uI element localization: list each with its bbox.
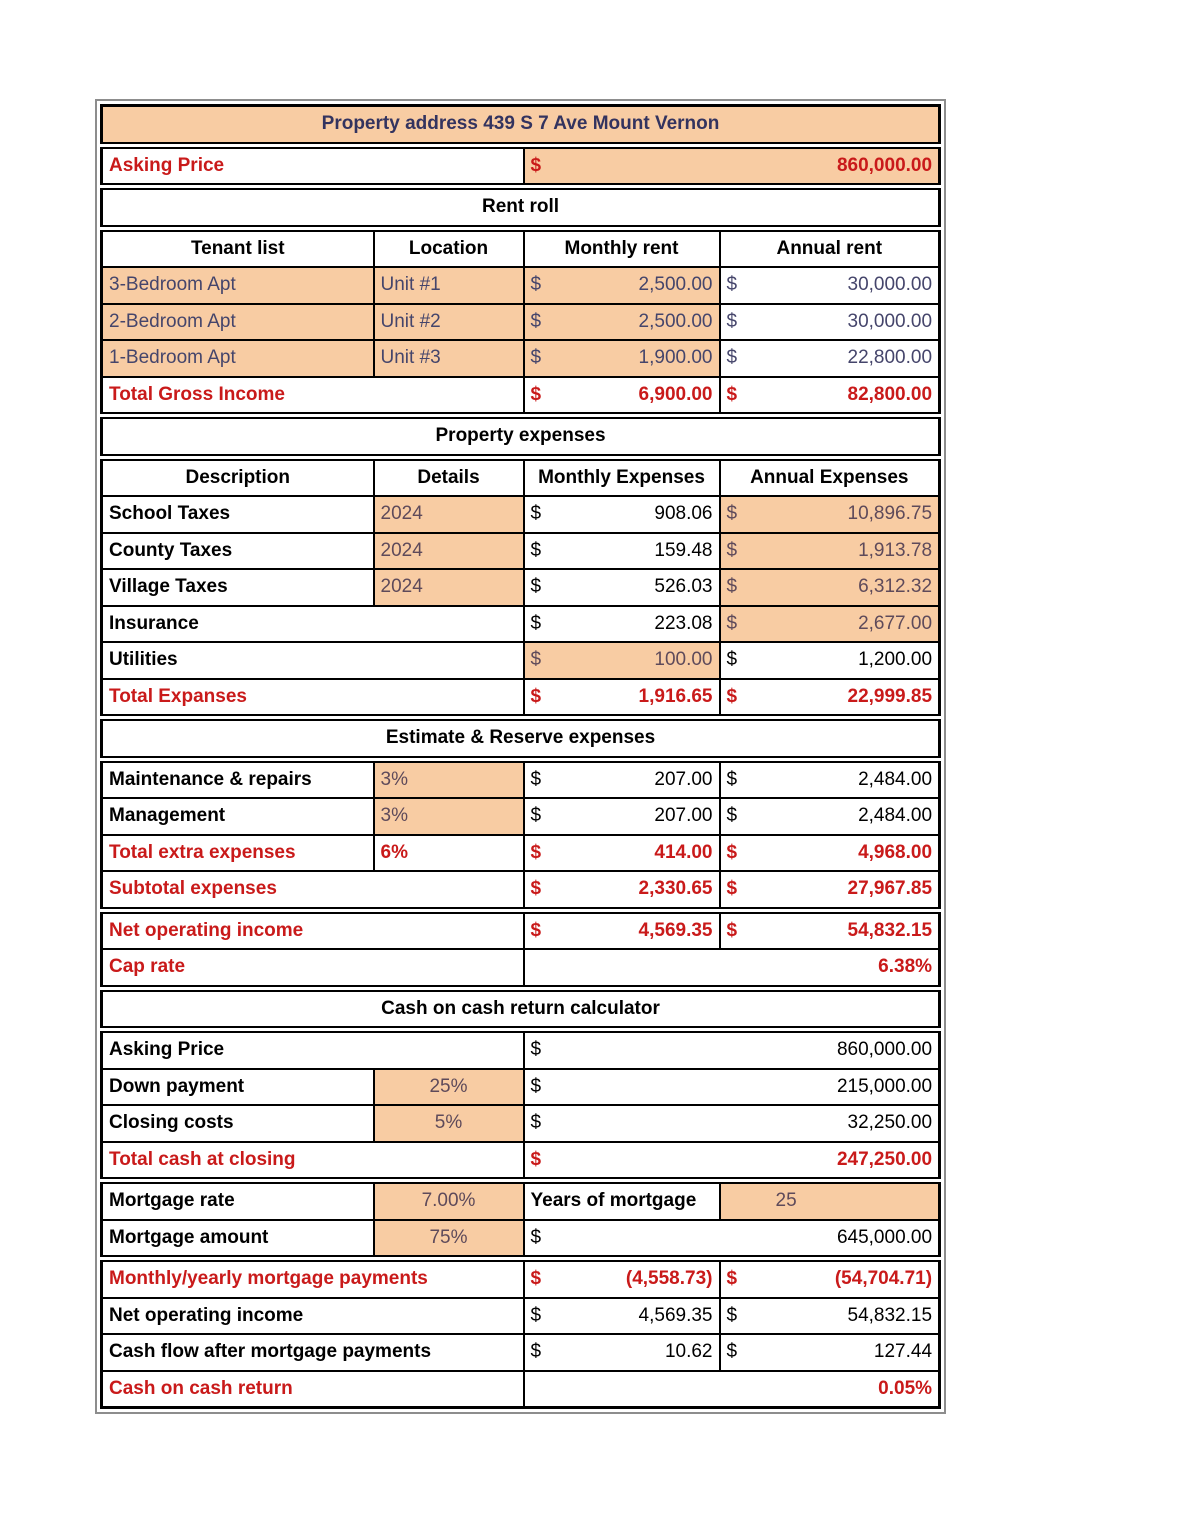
mortgage-payments-annual-cell <box>720 1259 940 1298</box>
reserve-monthly-cell <box>524 759 720 798</box>
reserve-annual-value: 2,484.00 <box>858 768 933 790</box>
cash-flow-monthly-cell <box>524 1334 720 1371</box>
annual-rent-value: 22,800.00 <box>847 347 933 369</box>
currency-symbol: $ <box>530 539 542 561</box>
title-row <box>102 106 940 146</box>
monthly-rent-cell <box>524 340 720 377</box>
subtotal-monthly-value: 2,330.65 <box>638 878 713 900</box>
unit-location: Unit #1 <box>374 267 524 304</box>
expense-details: 2024 <box>374 496 524 533</box>
monthly-expense-cell <box>524 496 720 533</box>
cash-on-cash-return-row <box>102 1371 940 1408</box>
cap-rate-row <box>102 949 940 988</box>
total-extra-annual-value: 4,968.00 <box>858 841 933 863</box>
cc-asking-price-row <box>102 1030 940 1069</box>
monthly-expense-cell <box>524 606 720 643</box>
annual-expense-value: 2,677.00 <box>858 612 933 634</box>
monthly-expense-cell <box>524 642 720 679</box>
rent-roll-section-title: Rent roll <box>102 187 940 229</box>
reserve-percent: 3% <box>374 798 524 835</box>
expense-details: 2024 <box>374 533 524 570</box>
cash-on-cash-return-value: 0.05% <box>524 1371 940 1408</box>
currency-symbol: $ <box>726 685 738 707</box>
unit-location: Unit #2 <box>374 304 524 341</box>
total-cash-closing-row <box>102 1142 940 1181</box>
noi-monthly-cell <box>524 910 720 949</box>
currency-symbol: $ <box>726 841 738 863</box>
tenant-name: 1-Bedroom Apt <box>102 340 374 377</box>
monthly-expense-cell <box>524 569 720 606</box>
expense-description: Insurance <box>102 606 524 643</box>
annual-expense-value: 1,200.00 <box>858 649 933 671</box>
currency-symbol: $ <box>530 1304 542 1326</box>
total-gross-income-label: Total Gross Income <box>102 377 524 416</box>
cash-flow-monthly-value: 10.62 <box>664 1341 713 1363</box>
monthly-expense-value: 159.48 <box>654 539 713 561</box>
monthly-expense-value: 908.06 <box>654 503 713 525</box>
tenant-name: 2-Bedroom Apt <box>102 304 374 341</box>
annual-expense-value: 10,896.75 <box>847 503 933 525</box>
mortgage-amount-label: Mortgage amount <box>102 1220 374 1259</box>
total-expenses-row <box>102 679 940 718</box>
monthly-expense-value: 100.00 <box>654 649 713 671</box>
mortgage-amount-value: 645,000.00 <box>836 1226 933 1248</box>
annual-rent-value: 30,000.00 <box>847 274 933 296</box>
rent-roll-section-header <box>102 187 940 229</box>
total-gross-monthly-cell <box>524 377 720 416</box>
currency-symbol: $ <box>726 878 738 900</box>
currency-symbol: $ <box>726 576 738 598</box>
expense-row <box>102 496 940 533</box>
asking-price-value: 860,000.00 <box>836 154 933 176</box>
cc-asking-price-cell <box>524 1030 940 1069</box>
total-extra-percent: 6% <box>374 835 524 872</box>
expense-description: County Taxes <box>102 533 374 570</box>
noi-annual-cell <box>720 910 940 949</box>
currency-symbol: $ <box>726 1268 738 1290</box>
subtotal-label: Subtotal expenses <box>102 871 524 910</box>
expense-row <box>102 642 940 679</box>
currency-symbol: $ <box>726 919 738 941</box>
currency-symbol: $ <box>530 1268 542 1290</box>
currency-symbol: $ <box>530 1226 542 1248</box>
currency-symbol: $ <box>726 347 738 369</box>
currency-symbol: $ <box>726 768 738 790</box>
cc-asking-price-label: Asking Price <box>102 1030 524 1069</box>
mortgage-payments-monthly-value: (4,558.73) <box>625 1268 713 1290</box>
cc-asking-price-value: 860,000.00 <box>836 1039 933 1061</box>
mortgage-payments-row <box>102 1259 940 1298</box>
currency-symbol: $ <box>530 383 542 405</box>
subtotal-annual-value: 27,967.85 <box>847 878 933 900</box>
col-header-annual-rent: Annual rent <box>720 228 940 267</box>
reserve-row <box>102 798 940 835</box>
total-expenses-label: Total Expanses <box>102 679 524 718</box>
total-extra-monthly-value: 414.00 <box>654 841 713 863</box>
cc-noi-annual-value: 54,832.15 <box>847 1304 933 1326</box>
down-payment-value: 215,000.00 <box>836 1075 933 1097</box>
cap-rate-label: Cap rate <box>102 949 524 988</box>
years-of-mortgage-value: 25 <box>720 1181 940 1220</box>
subtotal-annual-cell <box>720 871 940 910</box>
monthly-expense-value: 223.08 <box>654 612 713 634</box>
total-cash-closing-value: 247,250.00 <box>836 1148 933 1170</box>
currency-symbol: $ <box>726 503 738 525</box>
total-extra-label: Total extra expenses <box>102 835 374 872</box>
down-payment-percent: 25% <box>374 1069 524 1106</box>
currency-symbol: $ <box>726 539 738 561</box>
currency-symbol: $ <box>530 649 542 671</box>
cash-flow-row <box>102 1334 940 1371</box>
currency-symbol: $ <box>530 274 542 296</box>
reserve-monthly-value: 207.00 <box>654 805 713 827</box>
total-cash-closing-label: Total cash at closing <box>102 1142 524 1181</box>
monthly-rent-cell <box>524 267 720 304</box>
total-expenses-annual-cell <box>720 679 940 718</box>
cash-flow-annual-value: 127.44 <box>873 1341 933 1363</box>
col-header-tenant-list: Tenant list <box>102 228 374 267</box>
mortgage-rate-row <box>102 1181 940 1220</box>
tenant-row <box>102 267 940 304</box>
mortgage-payments-annual-value: (54,704.71) <box>834 1268 933 1290</box>
expense-row <box>102 606 940 643</box>
currency-symbol: $ <box>530 1075 542 1097</box>
currency-symbol: $ <box>726 805 738 827</box>
expense-row <box>102 533 940 570</box>
total-extra-expenses-row <box>102 835 940 872</box>
estimate-reserve-section-title: Estimate & Reserve expenses <box>102 718 940 760</box>
reserve-annual-cell <box>720 798 940 835</box>
cap-rate-value: 6.38% <box>524 949 940 988</box>
closing-costs-label: Closing costs <box>102 1105 374 1142</box>
currency-symbol: $ <box>530 805 542 827</box>
closing-costs-value: 32,250.00 <box>847 1112 933 1134</box>
total-gross-monthly-value: 6,900.00 <box>638 383 713 405</box>
noi-monthly-value: 4,569.35 <box>638 919 713 941</box>
expense-description: School Taxes <box>102 496 374 533</box>
cc-noi-row <box>102 1298 940 1335</box>
down-payment-row <box>102 1069 940 1106</box>
asking-price-value-cell <box>524 145 940 187</box>
currency-symbol: $ <box>530 878 542 900</box>
currency-symbol: $ <box>530 768 542 790</box>
total-gross-annual-cell <box>720 377 940 416</box>
col-header-monthly-expenses: Monthly Expenses <box>524 457 720 496</box>
mortgage-amount-cell <box>524 1220 940 1259</box>
expense-details: 2024 <box>374 569 524 606</box>
currency-symbol: $ <box>530 347 542 369</box>
currency-symbol: $ <box>530 503 542 525</box>
cash-on-cash-return-label: Cash on cash return <box>102 1371 524 1408</box>
expense-row <box>102 569 940 606</box>
currency-symbol: $ <box>530 1039 542 1061</box>
annual-expense-cell <box>720 606 940 643</box>
mortgage-payments-label: Monthly/yearly mortgage payments <box>102 1259 524 1298</box>
property-expenses-section-header <box>102 416 940 458</box>
reserve-label: Management <box>102 798 374 835</box>
total-gross-annual-value: 82,800.00 <box>847 383 933 405</box>
cc-noi-label: Net operating income <box>102 1298 524 1335</box>
annual-expense-cell <box>720 642 940 679</box>
currency-symbol: $ <box>530 612 542 634</box>
col-header-details: Details <box>374 457 524 496</box>
cash-flow-annual-cell <box>720 1334 940 1371</box>
rent-roll-column-headers <box>102 228 940 267</box>
annual-expense-cell <box>720 533 940 570</box>
currency-symbol: $ <box>726 310 738 332</box>
annual-rent-value: 30,000.00 <box>847 310 933 332</box>
total-gross-income-row <box>102 377 940 416</box>
monthly-expense-value: 526.03 <box>654 576 713 598</box>
years-of-mortgage-label: Years of mortgage <box>524 1181 720 1220</box>
reserve-percent: 3% <box>374 759 524 798</box>
total-expenses-monthly-cell <box>524 679 720 718</box>
tenant-row <box>102 304 940 341</box>
noi-label: Net operating income <box>102 910 524 949</box>
expense-description: Utilities <box>102 642 524 679</box>
mortgage-rate-label: Mortgage rate <box>102 1181 374 1220</box>
col-header-location: Location <box>374 228 524 267</box>
cc-noi-annual-cell <box>720 1298 940 1335</box>
currency-symbol: $ <box>530 841 542 863</box>
cc-noi-monthly-value: 4,569.35 <box>638 1304 713 1326</box>
cash-on-cash-section-header <box>102 988 940 1030</box>
currency-symbol: $ <box>530 685 542 707</box>
expenses-column-headers <box>102 457 940 496</box>
currency-symbol: $ <box>726 1341 738 1363</box>
monthly-rent-cell <box>524 304 720 341</box>
cash-on-cash-section-title: Cash on cash return calculator <box>102 988 940 1030</box>
annual-expense-cell <box>720 496 940 533</box>
currency-symbol: $ <box>726 1304 738 1326</box>
total-expenses-annual-value: 22,999.85 <box>847 685 933 707</box>
mortgage-rate-percent: 7.00% <box>374 1181 524 1220</box>
currency-symbol: $ <box>530 576 542 598</box>
subtotal-expenses-row <box>102 871 940 910</box>
annual-expense-cell <box>720 569 940 606</box>
asking-price-row <box>102 145 940 187</box>
total-cash-closing-cell <box>524 1142 940 1181</box>
currency-symbol: $ <box>530 1148 542 1170</box>
col-header-annual-expenses: Annual Expenses <box>720 457 940 496</box>
unit-location: Unit #3 <box>374 340 524 377</box>
tenant-row <box>102 340 940 377</box>
cash-flow-label: Cash flow after mortgage payments <box>102 1334 524 1371</box>
annual-expense-value: 1,913.78 <box>858 539 933 561</box>
annual-rent-cell <box>720 304 940 341</box>
total-extra-annual-cell <box>720 835 940 872</box>
asking-price-label: Asking Price <box>102 145 524 187</box>
down-payment-cell <box>524 1069 940 1106</box>
property-address-title: Property address 439 S 7 Ave Mount Vernon <box>102 106 940 146</box>
currency-symbol: $ <box>726 649 738 671</box>
reserve-monthly-cell <box>524 798 720 835</box>
currency-symbol: $ <box>530 154 542 176</box>
currency-symbol: $ <box>726 274 738 296</box>
cc-noi-monthly-cell <box>524 1298 720 1335</box>
expense-description: Village Taxes <box>102 569 374 606</box>
reserve-monthly-value: 207.00 <box>654 768 713 790</box>
monthly-expense-cell <box>524 533 720 570</box>
monthly-rent-value: 1,900.00 <box>638 347 713 369</box>
currency-symbol: $ <box>530 1112 542 1134</box>
total-extra-monthly-cell <box>524 835 720 872</box>
mortgage-amount-percent: 75% <box>374 1220 524 1259</box>
investment-analysis-table <box>100 104 941 1409</box>
col-header-description: Description <box>102 457 374 496</box>
annual-expense-value: 6,312.32 <box>858 576 933 598</box>
down-payment-label: Down payment <box>102 1069 374 1106</box>
currency-symbol: $ <box>530 1341 542 1363</box>
tenant-name: 3-Bedroom Apt <box>102 267 374 304</box>
annual-rent-cell <box>720 340 940 377</box>
monthly-rent-value: 2,500.00 <box>638 310 713 332</box>
currency-symbol: $ <box>530 310 542 332</box>
currency-symbol: $ <box>530 919 542 941</box>
closing-costs-row <box>102 1105 940 1142</box>
mortgage-payments-monthly-cell <box>524 1259 720 1298</box>
currency-symbol: $ <box>726 612 738 634</box>
closing-costs-percent: 5% <box>374 1105 524 1142</box>
noi-annual-value: 54,832.15 <box>847 919 933 941</box>
reserve-annual-value: 2,484.00 <box>858 805 933 827</box>
col-header-monthly-rent: Monthly rent <box>524 228 720 267</box>
reserve-row <box>102 759 940 798</box>
estimate-reserve-section-header <box>102 718 940 760</box>
reserve-annual-cell <box>720 759 940 798</box>
property-expenses-section-title: Property expenses <box>102 416 940 458</box>
property-analysis-sheet <box>95 99 946 1414</box>
subtotal-monthly-cell <box>524 871 720 910</box>
annual-rent-cell <box>720 267 940 304</box>
net-operating-income-row <box>102 910 940 949</box>
monthly-rent-value: 2,500.00 <box>638 274 713 296</box>
mortgage-amount-row <box>102 1220 940 1259</box>
closing-costs-cell <box>524 1105 940 1142</box>
total-expenses-monthly-value: 1,916.65 <box>638 685 713 707</box>
reserve-label: Maintenance & repairs <box>102 759 374 798</box>
currency-symbol: $ <box>726 383 738 405</box>
